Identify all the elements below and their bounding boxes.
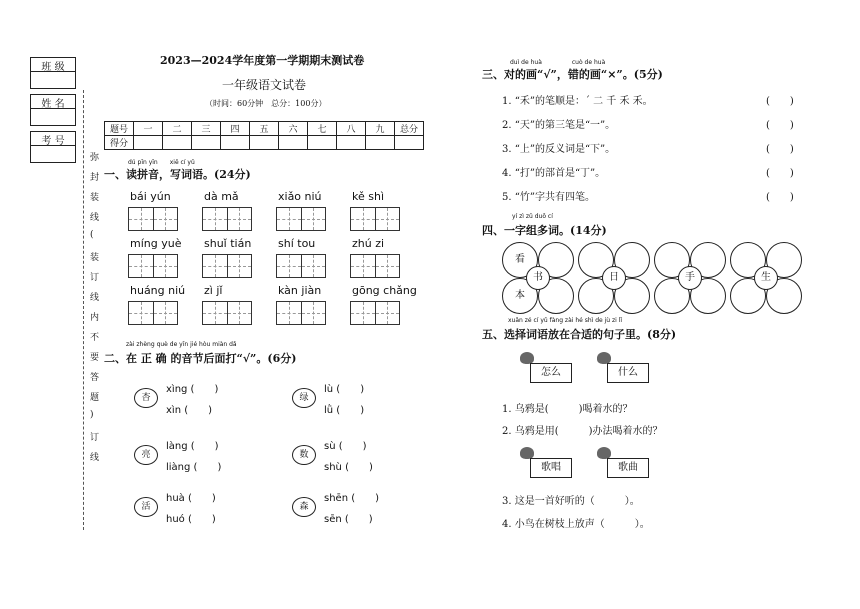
score-header-cell: 八 xyxy=(337,122,366,136)
exam-time: （时间：60分钟 总分：100分） xyxy=(205,99,327,108)
sec4-title: 四、一字组多词。(14分) xyxy=(482,224,607,237)
number-box: 考 号 xyxy=(30,131,76,163)
seal-char: 装 xyxy=(90,253,100,263)
pinyin-option[interactable]: huó ( ) xyxy=(166,514,216,525)
sentence-4: 4. 小鸟在树枝上放声（ ）。 xyxy=(502,519,650,530)
score-header-cell: 六 xyxy=(279,122,308,136)
writing-grid[interactable] xyxy=(350,207,400,231)
character-leaf: 活 xyxy=(134,497,158,517)
pinyin-option[interactable]: xìng ( ) xyxy=(166,384,219,395)
petal-blank[interactable]: 看 xyxy=(502,242,538,278)
word-clover xyxy=(730,242,800,312)
pinyin-option[interactable]: sēn ( ) xyxy=(324,514,373,525)
character-leaf: 森 xyxy=(292,497,316,517)
score-cell[interactable] xyxy=(366,136,395,150)
score-cell[interactable] xyxy=(279,136,308,150)
pinyin-option[interactable]: làng ( ) xyxy=(166,441,219,452)
pinyin-prompt: dà mǎ xyxy=(204,190,239,203)
word-choice: 什么 xyxy=(607,363,649,383)
pinyin-option[interactable]: xìn ( ) xyxy=(166,405,213,416)
score-cell[interactable] xyxy=(221,136,250,150)
sentence-2: 2. 乌鸦是用( )办法喝着水的？ xyxy=(502,426,663,437)
character-leaf: 杏 xyxy=(134,388,158,408)
pinyin-prompt: kě shì xyxy=(352,190,385,203)
petal-blank[interactable]: 本 xyxy=(502,278,538,314)
score-cell[interactable] xyxy=(308,136,337,150)
pinyin-option[interactable]: huà ( ) xyxy=(166,493,216,504)
word-choice: 怎么 xyxy=(530,363,572,383)
word-clover xyxy=(578,242,648,312)
score-header-cell: 七 xyxy=(308,122,337,136)
pinyin-option[interactable]: liàng ( ) xyxy=(166,462,222,473)
center-char: 书 xyxy=(526,266,550,290)
sec3-pinyin: duì de huà cuò de huà xyxy=(510,59,606,66)
seal-char: 线 xyxy=(90,453,100,463)
writing-grid[interactable] xyxy=(202,254,252,278)
pinyin-prompt: huáng niú xyxy=(130,284,186,297)
answer-paren[interactable]: ( ) xyxy=(766,120,794,131)
score-cell[interactable] xyxy=(163,136,192,150)
pinyin-prompt: zì jǐ xyxy=(204,284,223,297)
word-clover xyxy=(502,242,572,312)
sentence-3: 3. 这是一首好听的（ ）。 xyxy=(502,496,640,507)
seal-char: ) xyxy=(90,410,94,420)
sentence-1: 1. 乌鸦是( )喝着水的？ xyxy=(502,404,633,415)
pinyin-option[interactable]: shù ( ) xyxy=(324,462,373,473)
score-row-label: 得分 xyxy=(105,136,134,150)
pinyin-prompt: kàn jiàn xyxy=(278,284,322,297)
seal-line xyxy=(83,90,84,530)
answer-paren[interactable]: ( ) xyxy=(766,192,794,203)
seal-char: 弥 xyxy=(90,153,100,163)
name-box: 姓 名 xyxy=(30,94,76,126)
answer-paren[interactable]: ( ) xyxy=(766,168,794,179)
seal-char: 装 xyxy=(90,193,100,203)
pinyin-prompt: míng yuè xyxy=(130,237,182,250)
word-choice: 歌唱 xyxy=(530,458,572,478)
exam-subtitle: 一年级语文试卷 xyxy=(222,78,307,92)
writing-grid[interactable] xyxy=(128,207,178,231)
seal-char: 不 xyxy=(90,333,100,343)
seal-char: 封 xyxy=(90,173,100,183)
center-char: 日 xyxy=(602,266,626,290)
writing-grid[interactable] xyxy=(276,254,326,278)
score-header-cell: 四 xyxy=(221,122,250,136)
seal-char: 内 xyxy=(90,313,100,323)
character-leaf: 数 xyxy=(292,445,316,465)
center-char: 生 xyxy=(754,266,778,290)
word-choice: 歌曲 xyxy=(607,458,649,478)
score-table xyxy=(104,121,424,150)
writing-grid[interactable] xyxy=(276,207,326,231)
sec5-pinyin: xuǎn zé cí yǔ fàng zài hé shì de jù zi lǐ xyxy=(508,317,623,324)
sec1-title: 一、读拼音，写词语。(24分) xyxy=(104,168,251,181)
seal-char: ( xyxy=(90,230,94,240)
seal-char: 答 xyxy=(90,373,100,383)
center-char: 手 xyxy=(678,266,702,290)
pinyin-prompt: xiǎo niú xyxy=(278,190,322,203)
character-leaf: 绿 xyxy=(292,388,316,408)
score-header-cell: 一 xyxy=(134,122,163,136)
score-header-cell: 九 xyxy=(366,122,395,136)
pinyin-prompt: bái yún xyxy=(130,190,171,203)
seal-char: 要 xyxy=(90,353,100,363)
character-leaf: 亮 xyxy=(134,445,158,465)
word-clover xyxy=(654,242,724,312)
score-header-cell: 三 xyxy=(192,122,221,136)
judge-item: 2. “天”的第三笔是“一”。 xyxy=(502,120,616,131)
judge-item: 5. “竹”字共有四笔。 xyxy=(502,192,595,203)
score-cell[interactable] xyxy=(134,136,163,150)
seal-char: 订 xyxy=(90,273,100,283)
seal-char: 线 xyxy=(90,213,100,223)
seal-char: 订 xyxy=(90,433,100,443)
score-header-cell: 题号 xyxy=(105,122,134,136)
answer-paren[interactable]: ( ) xyxy=(766,144,794,155)
judge-item: 4. “打”的部首是“丁”。 xyxy=(502,168,606,179)
writing-grid[interactable] xyxy=(350,301,400,325)
exam-title: 2023—2024学年度第一学期期末测试卷 xyxy=(160,54,365,67)
score-cell[interactable] xyxy=(395,136,424,150)
sec2-title: 二、在 正 确 的音节后面打“√”。(6分) xyxy=(104,352,297,365)
writing-grid[interactable] xyxy=(350,254,400,278)
writing-grid[interactable] xyxy=(128,301,178,325)
pinyin-prompt: shuǐ tián xyxy=(204,237,252,250)
pinyin-option[interactable]: sù ( ) xyxy=(324,441,367,452)
sec1-pinyin: dú pīn yīn xiě cí yǔ xyxy=(128,159,195,166)
score-header-cell: 二 xyxy=(163,122,192,136)
writing-grid[interactable] xyxy=(276,301,326,325)
judge-item: 3. “上”的反义词是“下”。 xyxy=(502,144,616,155)
pinyin-prompt: shí tou xyxy=(278,237,316,250)
writing-grid[interactable] xyxy=(128,254,178,278)
sec3-title: 三、对的画“√”，错的画“×”。(5分) xyxy=(482,68,663,81)
score-cell[interactable] xyxy=(337,136,366,150)
pinyin-prompt: gōng chǎng xyxy=(352,284,417,297)
class-box: 班 级 xyxy=(30,57,76,89)
seal-char: 线 xyxy=(90,293,100,303)
pinyin-option[interactable]: lù ( ) xyxy=(324,384,365,395)
score-cell[interactable] xyxy=(192,136,221,150)
pinyin-prompt: zhú zi xyxy=(352,237,385,250)
judge-item: 1. “禾”的笔顺是：´ 二 千 禾 禾。 xyxy=(502,96,653,107)
writing-grid[interactable] xyxy=(202,207,252,231)
answer-paren[interactable]: ( ) xyxy=(766,96,794,107)
score-header-cell: 总分 xyxy=(395,122,424,136)
seal-char: 题 xyxy=(90,393,100,403)
pinyin-option[interactable]: lǜ ( ) xyxy=(324,405,365,416)
sec2-pinyin: zài zhèng què de yīn jié hòu miàn dǎ xyxy=(126,341,237,348)
writing-grid[interactable] xyxy=(202,301,252,325)
pinyin-option[interactable]: shēn ( ) xyxy=(324,493,380,504)
score-header-cell: 五 xyxy=(250,122,279,136)
score-cell[interactable] xyxy=(250,136,279,150)
sec4-pinyin: yí zì zǔ duō cí xyxy=(512,213,553,220)
sec5-title: 五、选择词语放在合适的句子里。(8分) xyxy=(482,328,677,341)
